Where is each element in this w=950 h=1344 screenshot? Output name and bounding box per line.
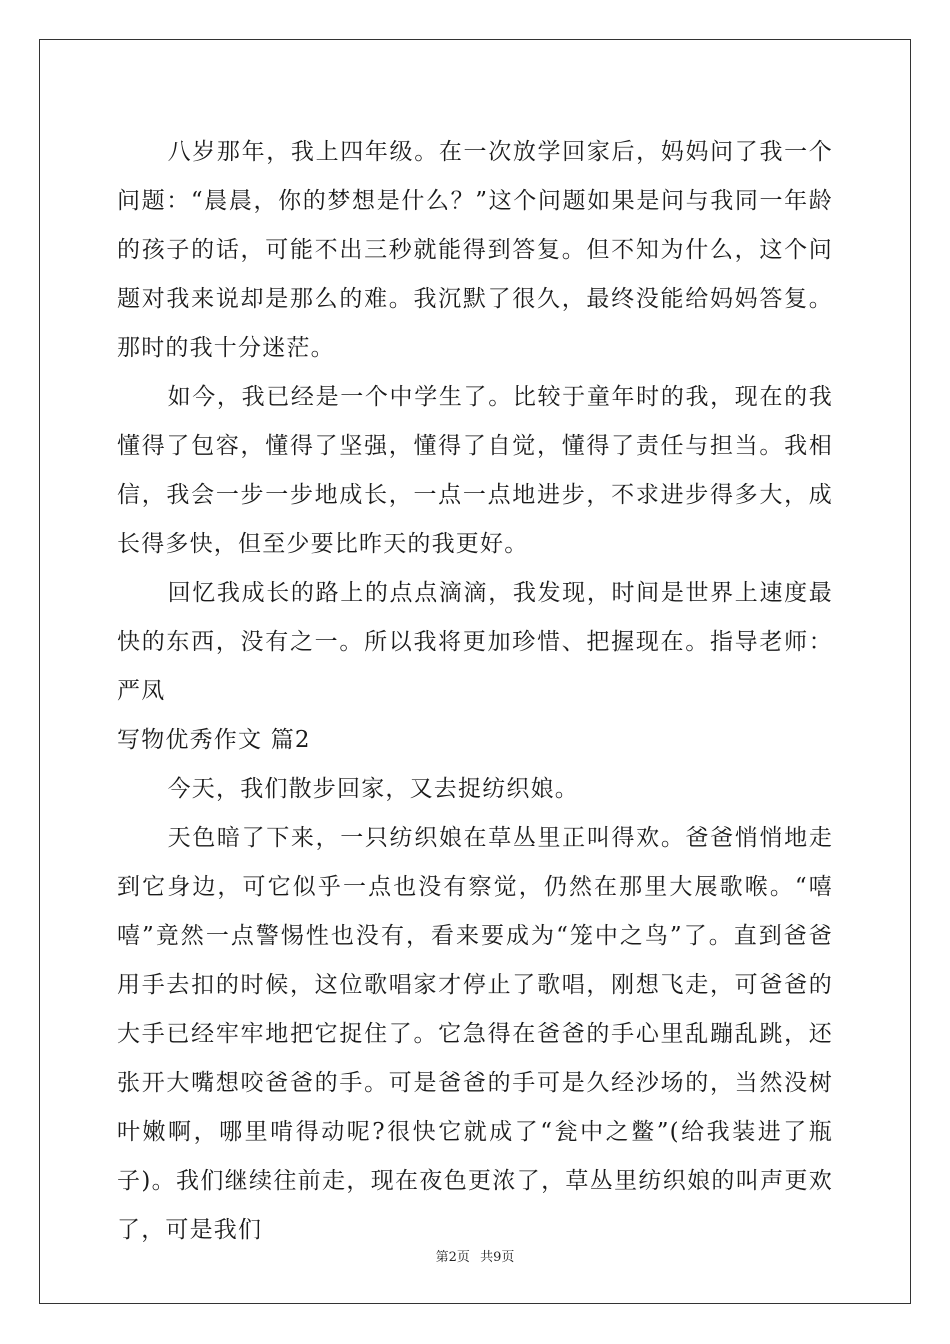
paragraph-5: 天色暗了下来，一只纺织娘在草丛里正叫得欢。爸爸悄悄地走到它身边，可它似乎一点也没有察觉，仍然在那里大展歌喉。“嘻嘻”竟然一点警惕性也没有，看来要成为“笼中之鸟”了。直到爸爸用手去扣的时候，这位歌唱家才停止了歌唱，刚想飞走，可爸爸的大手已经牢牢地把它捉住了。它急得在爸爸的手心里乱蹦乱跳，还张开大嘴想咬爸爸的手。可是爸爸的手可是久经沙场的，当然没树叶嫩啊，哪里啃得动呢?很快它就成了“瓮中之鳖”(给我装进了瓶子)。我们继续往前走，现在夜色更浓了，草丛里纺织娘的叫声更欢了，可是我们 — [117, 825, 833, 1243]
total-pages: 共9页 — [480, 1250, 515, 1265]
paragraph-3: 回忆我成长的路上的点点滴滴，我发现，时间是世界上速度最快的东西，没有之一。所以我将更加珍惜、把握现在。指导老师：严凤 — [117, 580, 833, 704]
paragraph-4: 今天，我们散步回家，又去捉纺织娘。 — [167, 776, 579, 802]
page-footer — [0, 1246, 950, 1265]
section-heading: 写物优秀作文 篇2 — [117, 727, 311, 753]
paragraph-1: 八岁那年，我上四年级。在一次放学回家后，妈妈问了我一个问题：“晨晨，你的梦想是什么？”这个问题如果是问与我同一年龄的孩子的话，可能不出三秒就能得到答复。但不知为什么，这个问题对我来说却是那么的难。我沉默了很久，最终没能给妈妈答复。那时的我十分迷茫。 — [117, 139, 833, 361]
paragraph-2: 如今，我已经是一个中学生了。比较于童年时的我，现在的我懂得了包容，懂得了坚强，懂得了自觉，懂得了责任与担当。我相信，我会一步一步地成长，一点一点地进步，不求进步得多大，成长得多快，但至少要比昨天的我更好。 — [117, 384, 833, 557]
document-body — [117, 128, 833, 1255]
page-number: 第2页 — [435, 1250, 470, 1265]
